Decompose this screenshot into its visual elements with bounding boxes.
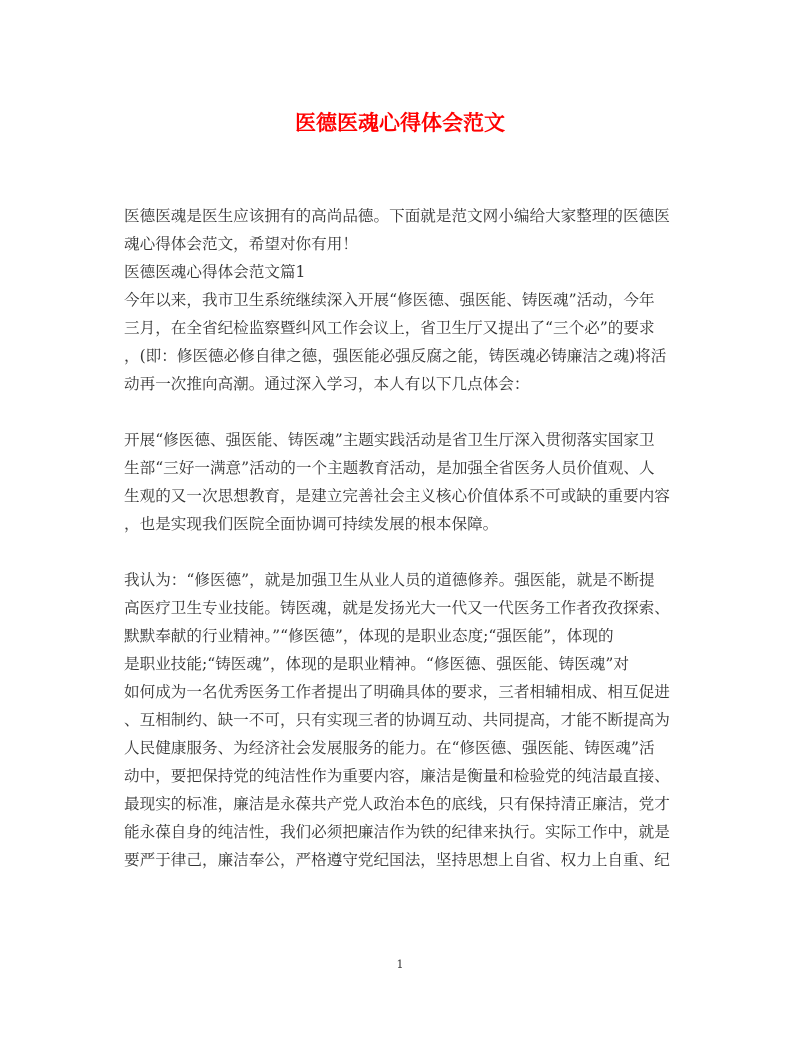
text-line: 高医疗卫生专业技能。铸医魂，就是发扬光大一代又一代医务工作者孜孜探索、 bbox=[124, 599, 670, 617]
text-line: 动中，要把保持党的纯洁性作为重要内容，廉洁是衡量和检验党的纯洁最直接、 bbox=[124, 767, 670, 785]
text-line: 如何成为一名优秀医务工作者提出了明确具体的要求，三者相辅相成、相互促进 bbox=[124, 683, 670, 701]
text-line: 能永葆自身的纯洁性，我们必须把廉洁作为铁的纪律来执行。实际工作中，就是 bbox=[124, 823, 670, 841]
text-line: 最现实的标准，廉洁是永葆共产党人政治本色的底线，只有保持清正廉洁，党才 bbox=[124, 795, 670, 813]
text-line: ，也是实现我们医院全面协调可持续发展的根本保障。 bbox=[124, 515, 499, 533]
text-line: 生观的又一次思想教育，是建立完善社会主义核心价值体系不可或缺的重要内容 bbox=[124, 487, 670, 505]
page-number: 1 bbox=[396, 958, 404, 971]
blank-line bbox=[124, 398, 684, 426]
text-line: 动再一次推向高潮。通过深入学习，本人有以下几点体会： bbox=[124, 375, 530, 393]
text-line: 魂心得体会范文，希望对你有用！ bbox=[124, 235, 358, 253]
text-line: 三月，在全省纪检监察暨纠风工作会议上，省卫生厅又提出了“三个必”的要求 bbox=[124, 319, 655, 337]
text-line: 医德医魂是医生应该拥有的高尚品德。下面就是范文网小编给大家整理的医德医 bbox=[124, 207, 670, 225]
text-line: 是职业技能;“铸医魂”，体现的是职业精神。“修医德、强医能、铸医魂”对 bbox=[124, 655, 629, 673]
text-line: 要严于律己，廉洁奉公，严格遵守党纪国法，坚持思想上自省、权力上自重、纪 bbox=[124, 851, 670, 869]
text-line: ，(即：修医德必修自律之德，强医能必强反腐之能，铸医魂必铸廉洁之魂)将活 bbox=[124, 347, 667, 365]
document-body bbox=[124, 202, 684, 874]
text-line: 我认为：“修医德”，就是加强卫生从业人员的道德修养。强医能，就是不断提 bbox=[124, 571, 655, 589]
text-line: 开展“修医德、强医能、铸医魂”主题实践活动是省卫生厅深入贯彻落实国家卫 bbox=[124, 431, 655, 449]
text-line: 、互相制约、缺一不可，只有实现三者的协调互动、共同提高，才能不断提高为 bbox=[124, 711, 670, 729]
text-line: 默默奉献的行业精神。”“修医德”，体现的是职业态度;“强医能”，体现的 bbox=[124, 627, 614, 645]
text-line: 医德医魂心得体会范文篇1 bbox=[124, 263, 306, 281]
text-line: 今年以来，我市卫生系统继续深入开展“修医德、强医能、铸医魂”活动，今年 bbox=[124, 291, 655, 309]
text-line: 生部“三好一满意”活动的一个主题教育活动，是加强全省医务人员价值观、人 bbox=[124, 459, 655, 477]
blank-line bbox=[124, 538, 684, 566]
text-line: 人民健康服务、为经济社会发展服务的能力。在“修医德、强医能、铸医魂”活 bbox=[124, 739, 655, 757]
document-title: 医德医魂心得体会范文 bbox=[295, 110, 505, 135]
